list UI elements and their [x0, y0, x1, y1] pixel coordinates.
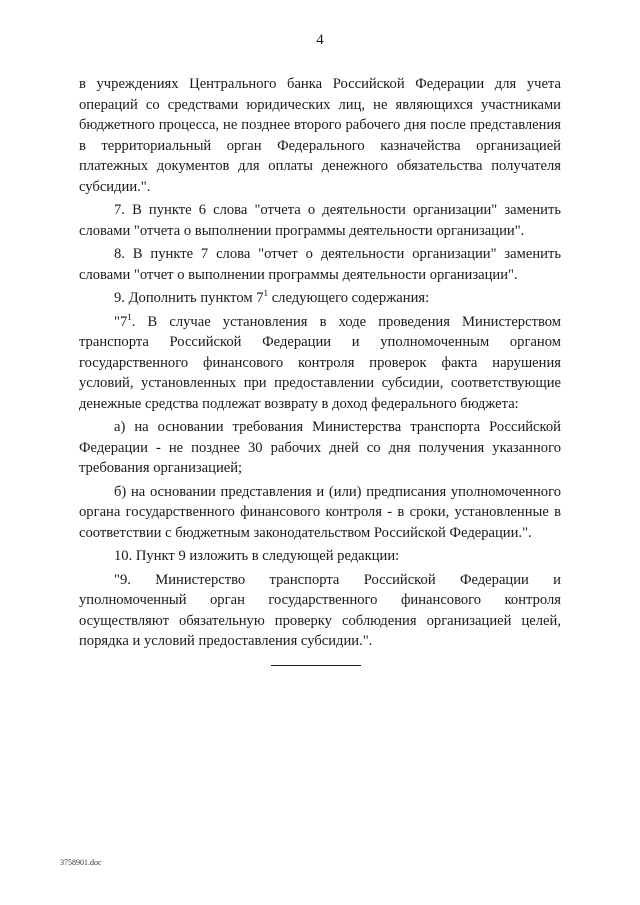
paragraph-item-10: 10. Пункт 9 изложить в следующей редакции:: [114, 548, 400, 564]
item-9-superscript: 1: [263, 288, 269, 298]
paragraph-item-9: [79, 288, 561, 309]
paragraph-item-9-new: "9. Министерство транспорта Российской Федерации и уполномоченный орган государственного финансового контроля осуществляют обязательную проверку соблюдения организацией целей, порядка и условий предоставления субсидии.".: [79, 571, 561, 649]
item-9-text-end: следующего содержания:: [268, 290, 430, 306]
paragraph-item-7: 7. В пункте 6 слова "отчета о деятельности организации" заменить словами "отчета о выполнении программы деятельности организации".: [79, 202, 561, 239]
item-7-1-text-start: "7: [114, 313, 128, 330]
page-number: 4: [316, 32, 324, 48]
paragraph-subitem-b: б) на основании представления и (или) предписания уполномоченного органа государственного финансового контроля - в сроки, установленные в соответствии с бюджетным законодательством Российской Федерации.".: [79, 483, 561, 541]
paragraph-item-8: 8. В пункте 7 слова "отчет о деятельности организации" заменить словами "отчет о выполнении программы деятельности организации".: [79, 246, 561, 283]
document-body: [79, 74, 561, 655]
closing-divider-line: [271, 665, 361, 666]
footer-file-name: 3758901.doc: [60, 858, 102, 867]
paragraph-continuation: в учреждениях Центрального банка Российской Федерации для учета операций со средствами юридических лиц, не являющихся участниками бюджетного процесса, не позднее второго рабочего дня после представления в территориальный орган Федерального казначейства организацией платежных документов для оплаты денежного обязательства получателя субсидии.".: [79, 76, 561, 195]
item-7-1-text-end: . В случае установления в ходе проведения Министерством транспорта Российской Федерации и уполномоченным органом государственного финансового контроля проверок факта нарушения условий, установленных при предоставлении субсидии, соответствующие денежные средства подлежат возврату в доход федерального бюджета:: [79, 313, 561, 412]
paragraph-item-7-1: [79, 312, 561, 415]
paragraph-subitem-a: а) на основании требования Министерства транспорта Российской Федерации - не позднее 30 рабочих дней со дня получения указанного требования организацией;: [79, 419, 561, 476]
item-7-1-superscript: 1: [127, 311, 132, 322]
item-9-text-start: 9. Дополнить пунктом 7: [114, 290, 264, 306]
